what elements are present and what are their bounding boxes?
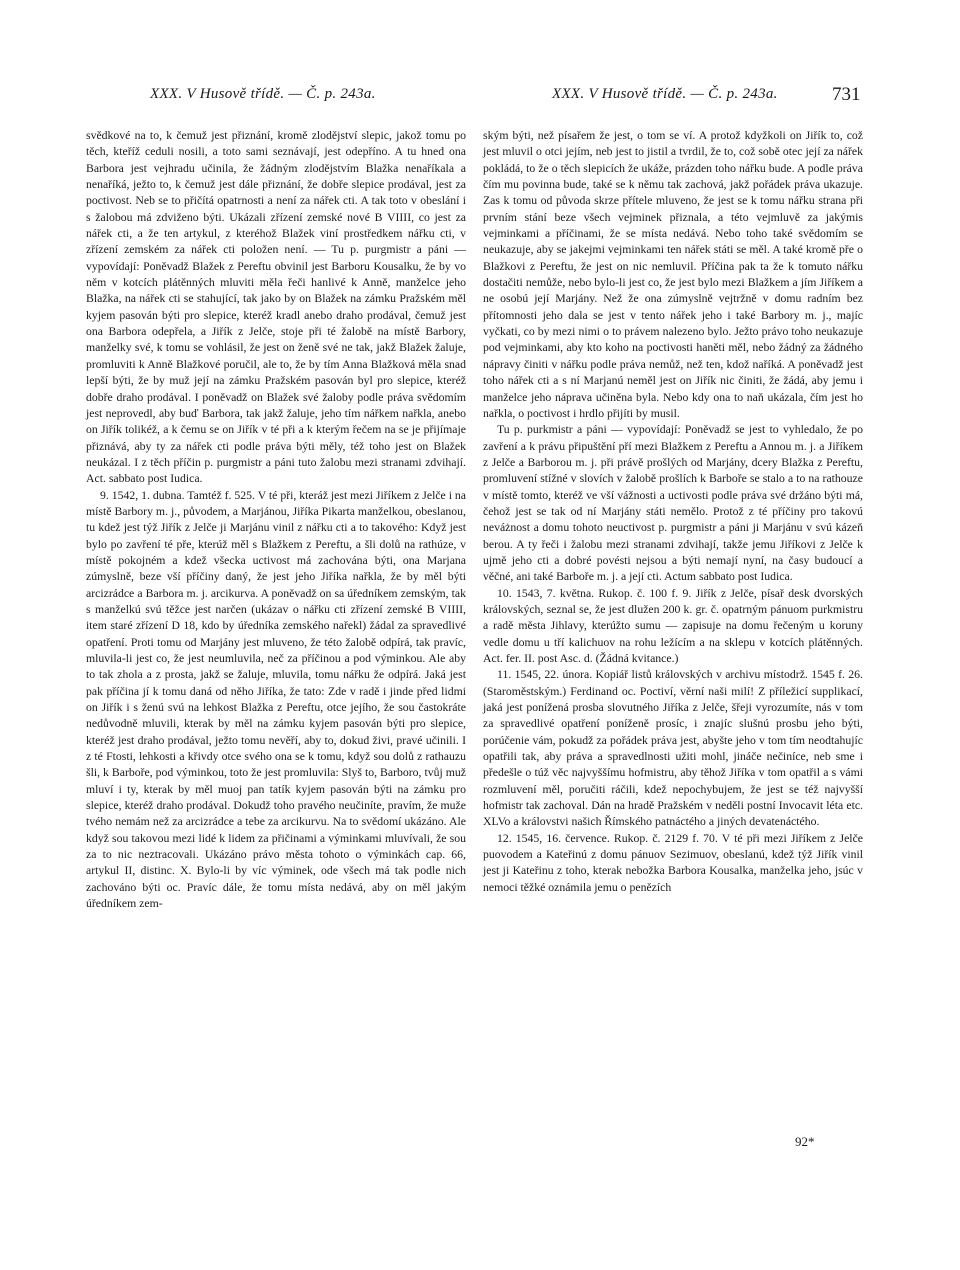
page-number: 731 [832,84,861,105]
paragraph: Tu p. purkmistr a páni — vypovídají: Poněvadž se jest to vyhledalo, že po zavření a k právu připuštění pří mezi Blažkem z Pereftu a Annou m. j. a Jiříkem z Jelče a Barborou m. j. při právě prošlých od Marjány, dcery Blažka z Pereftu, promluvení stížné v slovích v žalobě prošlích k Barboře se stalo a to na rathouze v místě tomto, kteréž ve vší vážnosti a uctivosti podle práva své držáno býti má, čehož jest se tak od ní Marjány státi nemělo. Protož z té příčiny pro takovú neváżnost a domu tohoto neuctivost p. purgmistr a páni ji Marjánu v svú kázeň berou. A ty řeči i žalobu mezi stranami zdvihají, takže jemu Jiříkovi z Jelče k ujmě jeho cti a dobré povésti nejsou a býti nemají nyní, na časy budoucí a věčné, ani také Barboře m. j. a její cti. Actum sabbato post Iudica. [483,423,863,584]
paragraph: 9. 1542, 1. dubna. Tamtéž f. 525. V té při, kteráž jest mezi Jiříkem z Jelče i na místě Barbory m. j., původem, a Marjánou, Jiříka Pikarta manželkou, obeslanou, tu kdež jest týž Jiřík z Jelče ji Marjánu vinil z nářku cti a to takového: Když jest bylo po zavření té pře, kterúž měl s Blažkem z Pereftu, a šli dolů na rathúze, v místě pokojném a kdež všecka uctivost má zachována býti, ona Marjana zúmyslně, beze vší příčiny daný, že jest jeho Jiříka nařkla, že by měl býti arcizrádce a Barbora m. j. arcikurva. A poněvadž on sa úředníkem zemským, tak s manželkú svú těžce jest narčen (ukázav o nářku cti zřízení zemské B VIIII, item staré zřízení D 18, kdo by úředníka zemského nařekl) žádal za spravedlivé opatření. Proti tomu od Marjány jest mluveno, že této žalobě odpírá, tak pravíc, mluvila-li jest co, že jest neumluvila, neč za příčinou a pod výminkou. Ale aby to tak zhola a z prosta, jakž se žaluje, mluvila, tomu nářku že odpírá. Jaká jest pak příčina jí k tomu daná od něho Jiříka, že tato: Zde v radě i jinde před lidmi on Jiřík i s ženú svú na lehkost Blažka z Pereftu, otce jejího, že sou častokráte nedůvodně mluvili, kterak by měl na zámku kyjem pasován býti pro slepice, kteréž jest draho prodával, ježto tomu nevěří, aby to, dokud živi, pravé učinili. I z té Ftosti, lehkosti a křivdy otce svého ona se k tomu, když sou dolů z rathauzu šli, k Barboře, pod výminkou, toto že jest promluvila: Slyš to, Barboro, tvůj muž mluví i ty, kterak by měl muoj pan tatík kyjem pasován býti na zámku pro slepice, kteréž draho prodával. Dokudž toho pravého neučiníte, pravím, že muže tvého nemám než za arcizrádce a tebe za arcikurvu. Na to svědomí ukázáno. Ale když sou takovou mezi lidé k lidem za přičinami a výminkami mluvívali, že sou za to nic neztracovali. Ukázáno právo města tohoto o výminkách cap. 66, artykul II, distinc. X. Bylo-li by víc výminek, ode všech má tak podle nich zachováno býti oc. Pravíc dále, že tomu místa nedává, aby on měl jakým úředníkem zem- [86,488,466,911]
paragraph: ským býti, než písařem že jest, o tom se ví. A protož kdyžkoli on Jiřík to, což jest mluvil o otci jejím, neb jest to jistil a tvrdil, že to, což sobě otec její za nářek pokládá, to že o těch slepicích že ukáže, prázden toho nářku bude. A podle práva čím mu povinna bude, také se k němu tak zachová, jakž pořádek práva ukazuje. Zas k tomu od původa skrze přítele mluveno, že jest se k tomu nářku strana při prvním stání beze všech vejminek přiznala, a této vejmluvě za jakýmis vejminkami a příčinami, že se místa nedává. Nebo toho také svědomím se neukazuje, aby se jakejmi vejminkami ten nářek státi se měl. A také kromě pře o Blažkovi z Pereftu, že jest on nic nemluvil. Příčina pak ta že k tomuto nářku dostačiti nemůže, nebo bylo-li jest co, že jest bylo mezi Blažkem a jím Jiříkem a ne osobú její Marjány. Než že ona zúmyslně vejtržně v domu radním bez přítomnosti jeho dala se jest v tento nářek jeho i také Barbory m. j., majíc vyčkati, co by mezi nimi o to právem nalezeno bylo. Ježto právo toho neukazuje pod vejminkami, aby kto koho na poctivosti haněti měl, nebo žádný za žádného nápravy činiti v nářku podle práva nemůž, než ten, kdož naříká. A poněvadž jest toho nářek cti a s ní Marjanú neměl jest on Jiřík nic činiti, že žádá, aby jemu i manželce jeho náprava učiněna byla. Nebo kdy ona to naň ukázala, čím jest ho nařkla, o poctivost i hrdlo přijíti by musil. [483,129,863,420]
left-column [86,128,466,913]
right-column [483,128,863,896]
paragraph: 11. 1545, 22. února. Kopiář listů královských v archivu místodrž. 1545 f. 26. (Staroměstským.) Ferdinand oc. Poctiví, věrní naši milí! Z příležicí supplikací, jaká jest ponížená prosba slovutného Jiříka z Jelče, šřeji vyrozumíte, nás v tom za spravedlivé opatření poníženě prosíc, i znajíc slušnú prosbu jeho býti, porúčenie vám, pokudž za pořádek práva jest, abyšte jeho v tom tím neodtahujíc opatřili tak, aby práva a spravedlnosti užiti mohl, jináče nečiníce, neb sme i předešle o túž věc najvyššímu hofmistru, aby těhož Jiříka v tom opatřil a s vámi rozmluvení měl, poručiti ráčili, kdež nepochybujem, že jest se též najvyšší hofmistr tak zachoval. Dán na hradě Pražském v neděli postní Invocavit léta etc. XLVo a královstvi našich Římského patnáctého a jiných devatenáctého. [483,668,863,829]
running-title-left-text: XXX. V Husově třídě. — Č. p. 243a. [150,86,376,102]
running-title-left [150,86,376,103]
running-title-right [552,86,778,103]
signature-mark: 92* [795,1134,815,1149]
running-title-right-text: XXX. V Husově třídě. — Č. p. 243a. [552,86,778,102]
paragraph: svědkové na to, k čemuž jest přiznání, kromě zlodějství slepic, jakož tomu po těch, kteříž ceduli nosili, a toto sami seznávají, jest odepříno. A tu hned ona Barbora jest vejhradu učinila, že žádným zlodějstvím Blažka nenaříkala a nenaříká, ježto to, k čemuž jest dále přiznání, že dobře slepice prodával, jest za poctivost. Neb se to přičítá opatrnosti a není za nářek cti. A tak toto v obeslání i s žalobou má zdviženo býti. Ukázali zřízení zemské nové B VIIII, co jest za nářek cti, a že ten artykul, z kteréhož Blažek viní prostředkem nářku cti, v zřízení zemském za nářek cti položen není. — Tu p. purgmistr a páni — vypovídají: Poněvadž Blažek z Pereftu obvinil jest Barboru Kousalku, že by vo něm v kotcích plátěnných mluviti měla řeči hanlivé k Anně, manželce jeho Blažka, na nářek cti se stahující, tak jako by on Blažek na zámku Pražském měl kyjem pasován býti pro slepice, kteréž kradl anebo draho prodával, čemuž jest ona Barbora odepřela, a Jiřík z Jelče, stoje při té žalobě na místě Barbory, manželky své, k tomu se vohlásil, že jest on ženě své ne tak, jakž Blažek žaluje, promluviti k Anně Blažkové poručil, ale to, že by tím Anna Blažková měla snad lepší býti, že by muž její na zámku Pražském pasován byl pro slepice, kteréž dobře draho prodával. I poněvadž on Blažek své žaloby podle práva svědomím jest neprovedl, aby buď Barbora, tak jakž žaluje, jeho tím nářkem nařkla, anebo on Jiřík tolikéž, a k čemu se on Jiřík v té při a k kterým řečem na se je přijímaje přiznává, aby ty za nářek cti podle práva býti měly, též toho jest on Blažek neukázal. I z těch příčin p. purgmistr a páni tuto žalobu mezi stranami zdvihají. Act. sabbato post Iudica. [86,129,466,486]
paragraph: 10. 1543, 7. května. Rukop. č. 100 f. 9. Jiřík z Jelče, písař desk dvorských královských, seznal se, že jest dlužen 200 k. gr. č. opatrným pánuom purkmistru a radě města Jihlavy, kterúžto sumu — zapisuje na domu řečeným u koruny vedle domu u tří kalichuov na rohu ležícím a na sklepu v kotcích plátěnných. Act. fer. II. post Asc. d. (Žádná kvitance.) [483,586,863,665]
paragraph: 12. 1545, 16. července. Rukop. č. 2129 f. 70. V té při mezi Jiříkem z Jelče puovodem a Kateřinú z domu pánuov Sezimuov, obeslanú, kdež týž Jiřík vinil jest ji Kateřinu z toho, kterak nebožka Barbora Kousalka, manželka jeho, jsúc v nemoci těžké oznámila jemu o penězích [483,831,863,894]
